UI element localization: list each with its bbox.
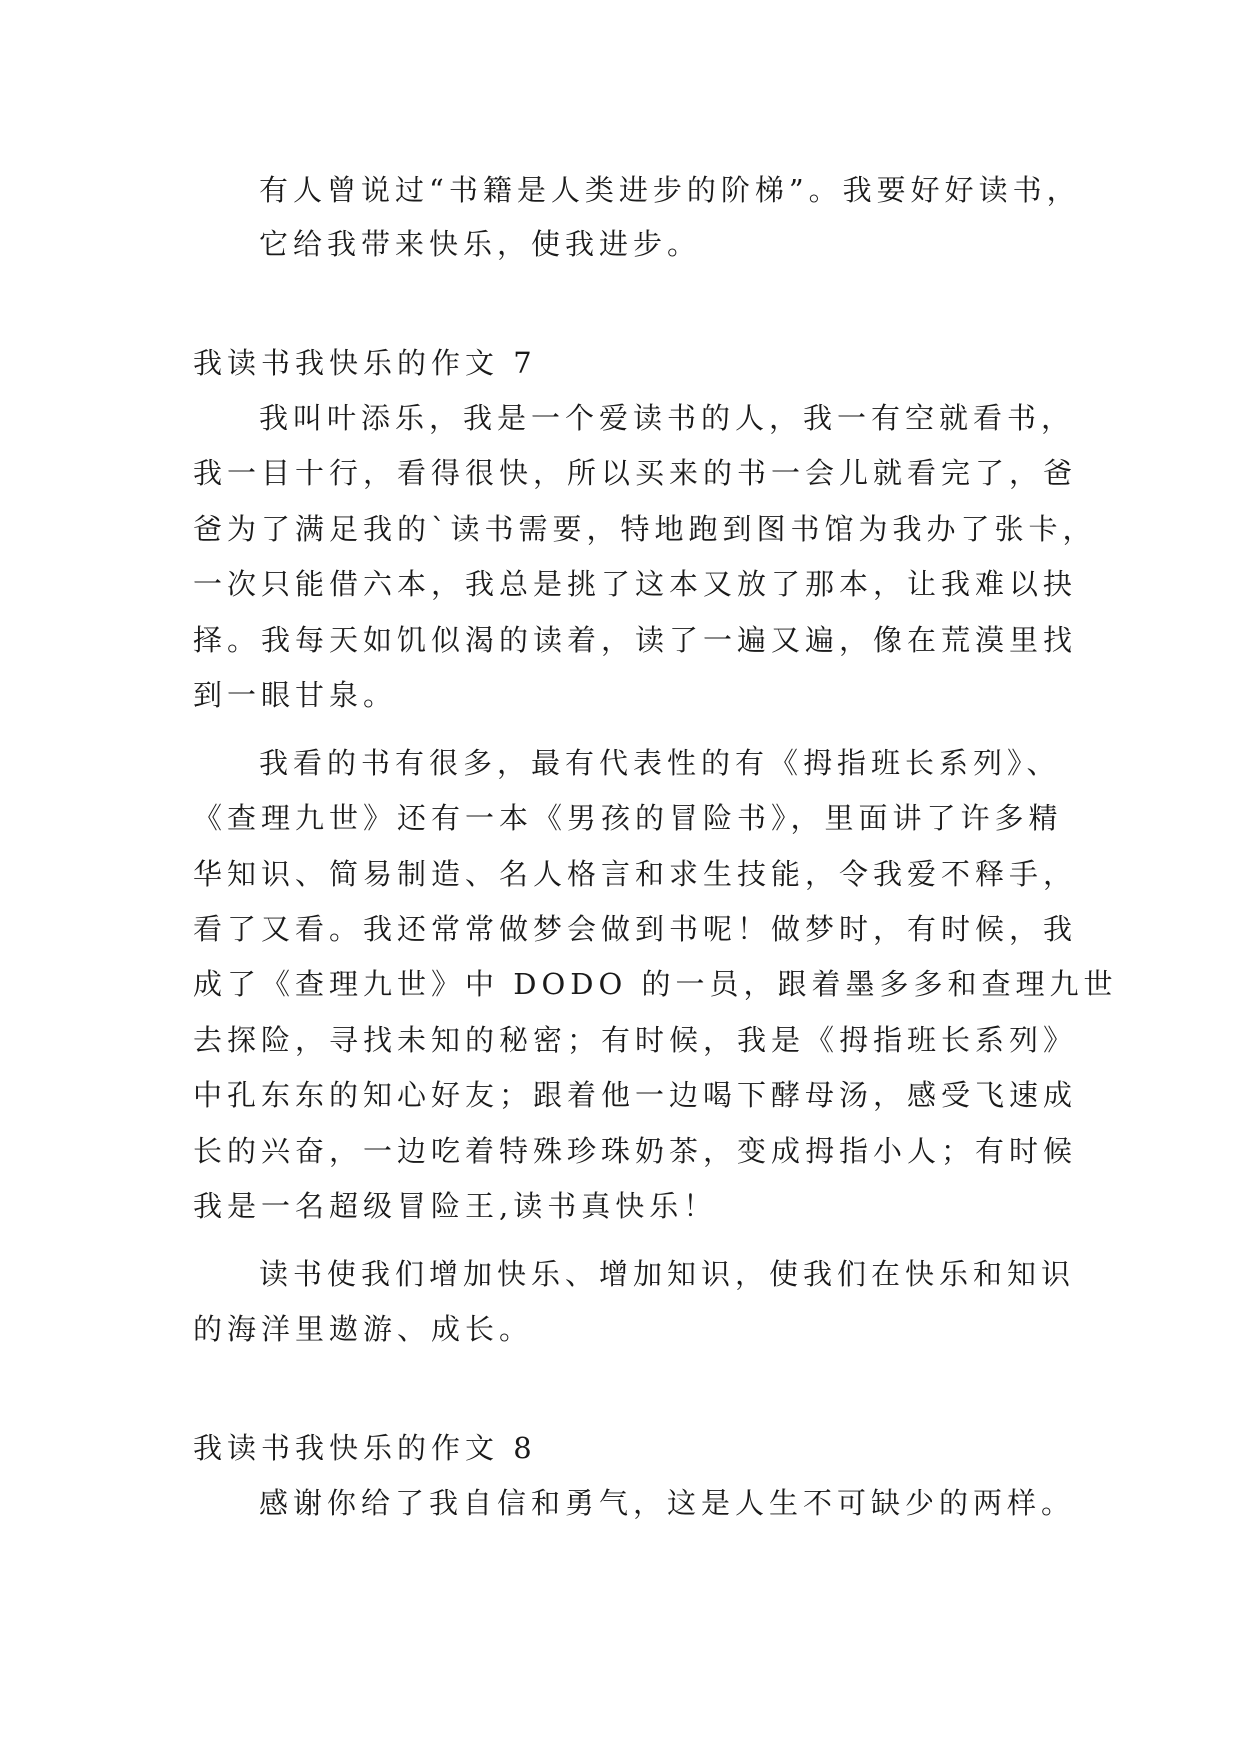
text-line: 有人曾说过“书籍是人类进步的阶梯”。我要好好读书， [259,173,1081,207]
section-heading: 我读书我快乐的作文 8 [193,1431,537,1465]
section-heading: 我读书我快乐的作文 7 [193,346,537,380]
text-line: 我一目十行，看得很快，所以买来的书一会儿就看完了，爸 [193,456,1078,490]
text-line: 感谢你给了我自信和勇气，这是人生不可缺少的两样。 [259,1486,1076,1520]
text-line: 择。我每天如饥似渴的读着，读了一遍又遍，像在荒漠里找 [193,623,1078,657]
text-line: 到一眼甘泉。 [193,678,398,712]
text-line: 它给我带来快乐，使我进步。 [259,227,702,261]
text-line: 我叫叶添乐，我是一个爱读书的人，我一有空就看书， [259,401,1076,435]
text-line: 我看的书有很多，最有代表性的有《拇指班长系列》、 [259,746,1061,780]
text-line: 《查理九世》还有一本《男孩的冒险书》，里面讲了许多精 [193,801,1063,835]
text-line: 爸为了满足我的`读书需要，特地跑到图书馆为我办了张卡， [193,512,1097,546]
text-line: 长的兴奋，一边吃着特殊珍珠奶茶，变成拇指小人；有时候 [193,1134,1078,1168]
text-line: 看了又看。我还常常做梦会做到书呢！做梦时，有时候，我 [193,912,1078,946]
text-line: 成了《查理九世》中 DODO 的一员，跟着墨多多和查理九世 [193,967,1118,1001]
text-line: 中孔东东的知心好友；跟着他一边喝下酵母汤，感受飞速成 [193,1078,1078,1112]
text-line: 华知识、简易制造、名人格言和求生技能，令我爱不释手， [193,857,1078,891]
text-line: 去探险，寻找未知的秘密；有时候，我是《拇指班长系列》 [193,1023,1078,1057]
text-line: 的海洋里遨游、成长。 [193,1312,534,1346]
text-line: 读书使我们增加快乐、增加知识，使我们在快乐和知识 [259,1257,1076,1291]
text-line: 一次只能借六本，我总是挑了这本又放了那本，让我难以抉 [193,567,1078,601]
text-line: 我是一名超级冒险王,读书真快乐！ [193,1189,718,1223]
